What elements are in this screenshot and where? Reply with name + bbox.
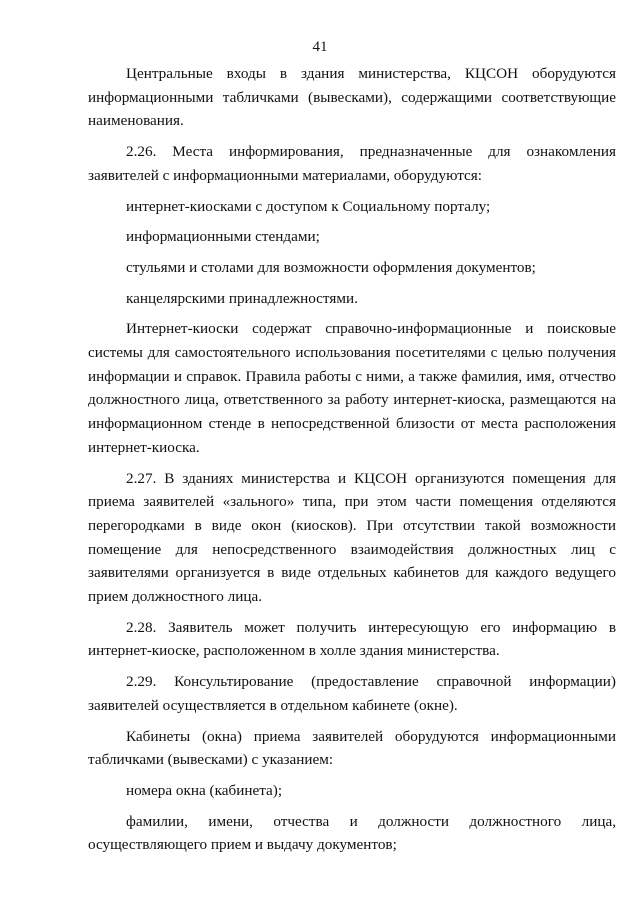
paragraph-internet-kiosks: Интернет-киоски содержат справочно-информационные и поисковые системы для самостоятельного использования посетителями с целью получения информации и справок. Правила работы с ними, а также фамилия, имя, отчество должностного лица, ответственного за работу интернет-киоска, размещаются на информационном стенде в непосредственной близости от места расположения интернет-киоска. bbox=[88, 320, 616, 456]
list-item-stands: информационными стендами; bbox=[126, 228, 320, 246]
paragraph-2-27: 2.27. В зданиях министерства и КЦСОН организуются помещения для приема заявителей «зального» типа, при этом части помещения отделяются перегородками в виде окон (киосков). При отсутствии такой возможности помещение для непосредственного взаимодействия должностных лиц с заявителями организуется в виде отдельных кабинетов для каждого ведущего прием должностного лица. bbox=[88, 469, 616, 606]
paragraph-2-29: 2.29. Консультирование (предоставление справочной информации) заявителей осуществляется в отдельном кабинете (окне). bbox=[88, 673, 616, 714]
document-body bbox=[88, 62, 616, 864]
paragraph-2-28: 2.28. Заявитель может получить интересующую его информацию в интернет-киоске, расположенном в холле здания министерства. bbox=[88, 618, 616, 660]
list-item-kiosks: интернет-киосками с доступом к Социальному порталу; bbox=[126, 197, 491, 215]
list-item-official-name: фамилии, имени, отчества и должности должностного лица, осуществляющего прием и выдачу документов; bbox=[88, 812, 616, 854]
paragraph-cabinets: Кабинеты (окна) приема заявителей оборудуются информационными табличками (вывесками) с указанием: bbox=[88, 727, 616, 769]
list-item-window-number: номера окна (кабинета); bbox=[126, 781, 283, 799]
paragraph-entrances: Центральные входы в здания министерства, КЦСОН оборудуются информационными табличками (вывесками), содержащими соответствующие наименования. bbox=[88, 65, 616, 130]
paragraph-2-26: 2.26. Места информирования, предназначенные для ознакомления заявителей с информационными материалами, оборудуются: bbox=[88, 143, 616, 184]
list-item-stationery: канцелярскими принадлежностями. bbox=[126, 289, 358, 307]
page-number: 41 bbox=[312, 39, 328, 55]
list-item-chairs-tables: стульями и столами для возможности оформления документов; bbox=[126, 258, 536, 276]
